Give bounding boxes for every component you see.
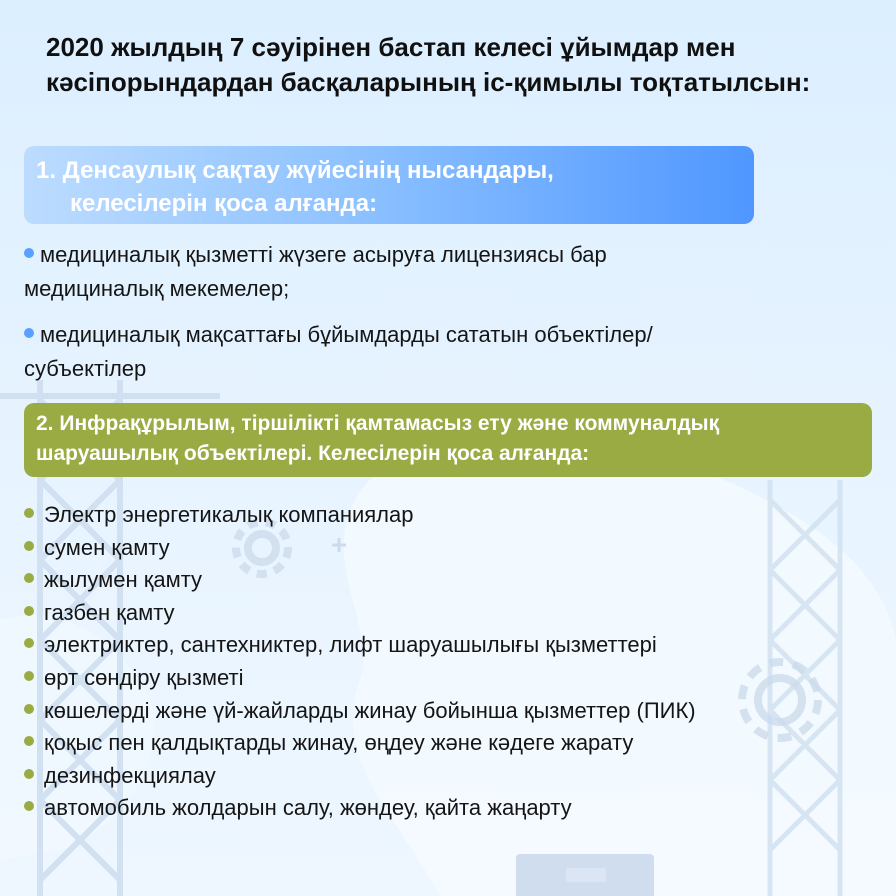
section1-heading-line2: келесілерін қоса алғанда: (70, 190, 378, 217)
section1-heading-banner (24, 146, 754, 224)
list-item-text: жылумен қамту (44, 567, 203, 593)
list-item (24, 499, 894, 532)
list-item-text: медициналық қызметті жүзеге асыруға лицензиясы бар медициналық мекемелер; (24, 242, 607, 301)
section1-heading-line1: 1. Денсаулық сақтау жүйесінің нысандары, (36, 157, 554, 184)
list-item-text: көшелерді және үй-жайларды жинау бойынша қызметтер (ПИК) (44, 697, 696, 723)
bullet-dot-icon (24, 704, 34, 714)
list-item-text: газбен қамту (44, 599, 175, 625)
bullet-dot-icon (24, 736, 34, 746)
bullet-dot-icon (24, 801, 34, 811)
list-item-text: Электр энергетикалық компаниялар (44, 502, 414, 527)
list-item-text: автомобиль жолдарын салу, жөндеу, қайта жаңарту (44, 795, 572, 821)
list-item (24, 629, 894, 662)
bullet-dot-icon (24, 328, 34, 338)
bullet-dot-icon (24, 671, 34, 681)
list-item (24, 597, 894, 630)
bullet-dot-icon (24, 248, 34, 258)
section1-list (24, 238, 784, 398)
bullet-dot-icon (24, 769, 34, 779)
list-item (24, 532, 894, 565)
list-item-text: дезинфекциялау (44, 762, 216, 788)
list-item (24, 662, 894, 695)
list-item (24, 564, 894, 597)
bullet-dot-icon (24, 508, 34, 518)
list-item (24, 792, 894, 825)
bullet-dot-icon (24, 638, 34, 648)
list-item (24, 238, 744, 306)
list-item (24, 695, 894, 728)
list-item-text: сумен қамту (44, 534, 170, 560)
bullet-dot-icon (24, 606, 34, 616)
list-item-text: электриктер, сантехниктер, лифт шаруашылығы қызметтері (44, 632, 657, 658)
page-title: 2020 жылдың 7 сәуірінен бастап келесі ұйымдар мен кәсіпорындардан басқаларының іс-қимылы тоқтатылсын: (46, 32, 811, 97)
bullet-dot-icon (24, 573, 34, 583)
list-item-text: қоқыс пен қалдықтарды жинау, өңдеу және кәдеге жарату (44, 730, 634, 756)
bullet-dot-icon (24, 541, 34, 551)
section2-list (24, 499, 894, 825)
list-item-text: өрт сөндіру қызметі (44, 664, 244, 690)
section2-heading-banner: 2. Инфрақұрылым, тіршілікті қамтамасыз ету және коммуналдық шаруашылық объектілері. Келесілерін қоса алғанда: (24, 403, 872, 477)
list-item-text: медициналық мақсаттағы бұйымдарды сататын объектілер/субъектілер (24, 322, 653, 381)
list-item (24, 760, 894, 793)
list-item (24, 727, 894, 760)
list-item (24, 318, 744, 386)
